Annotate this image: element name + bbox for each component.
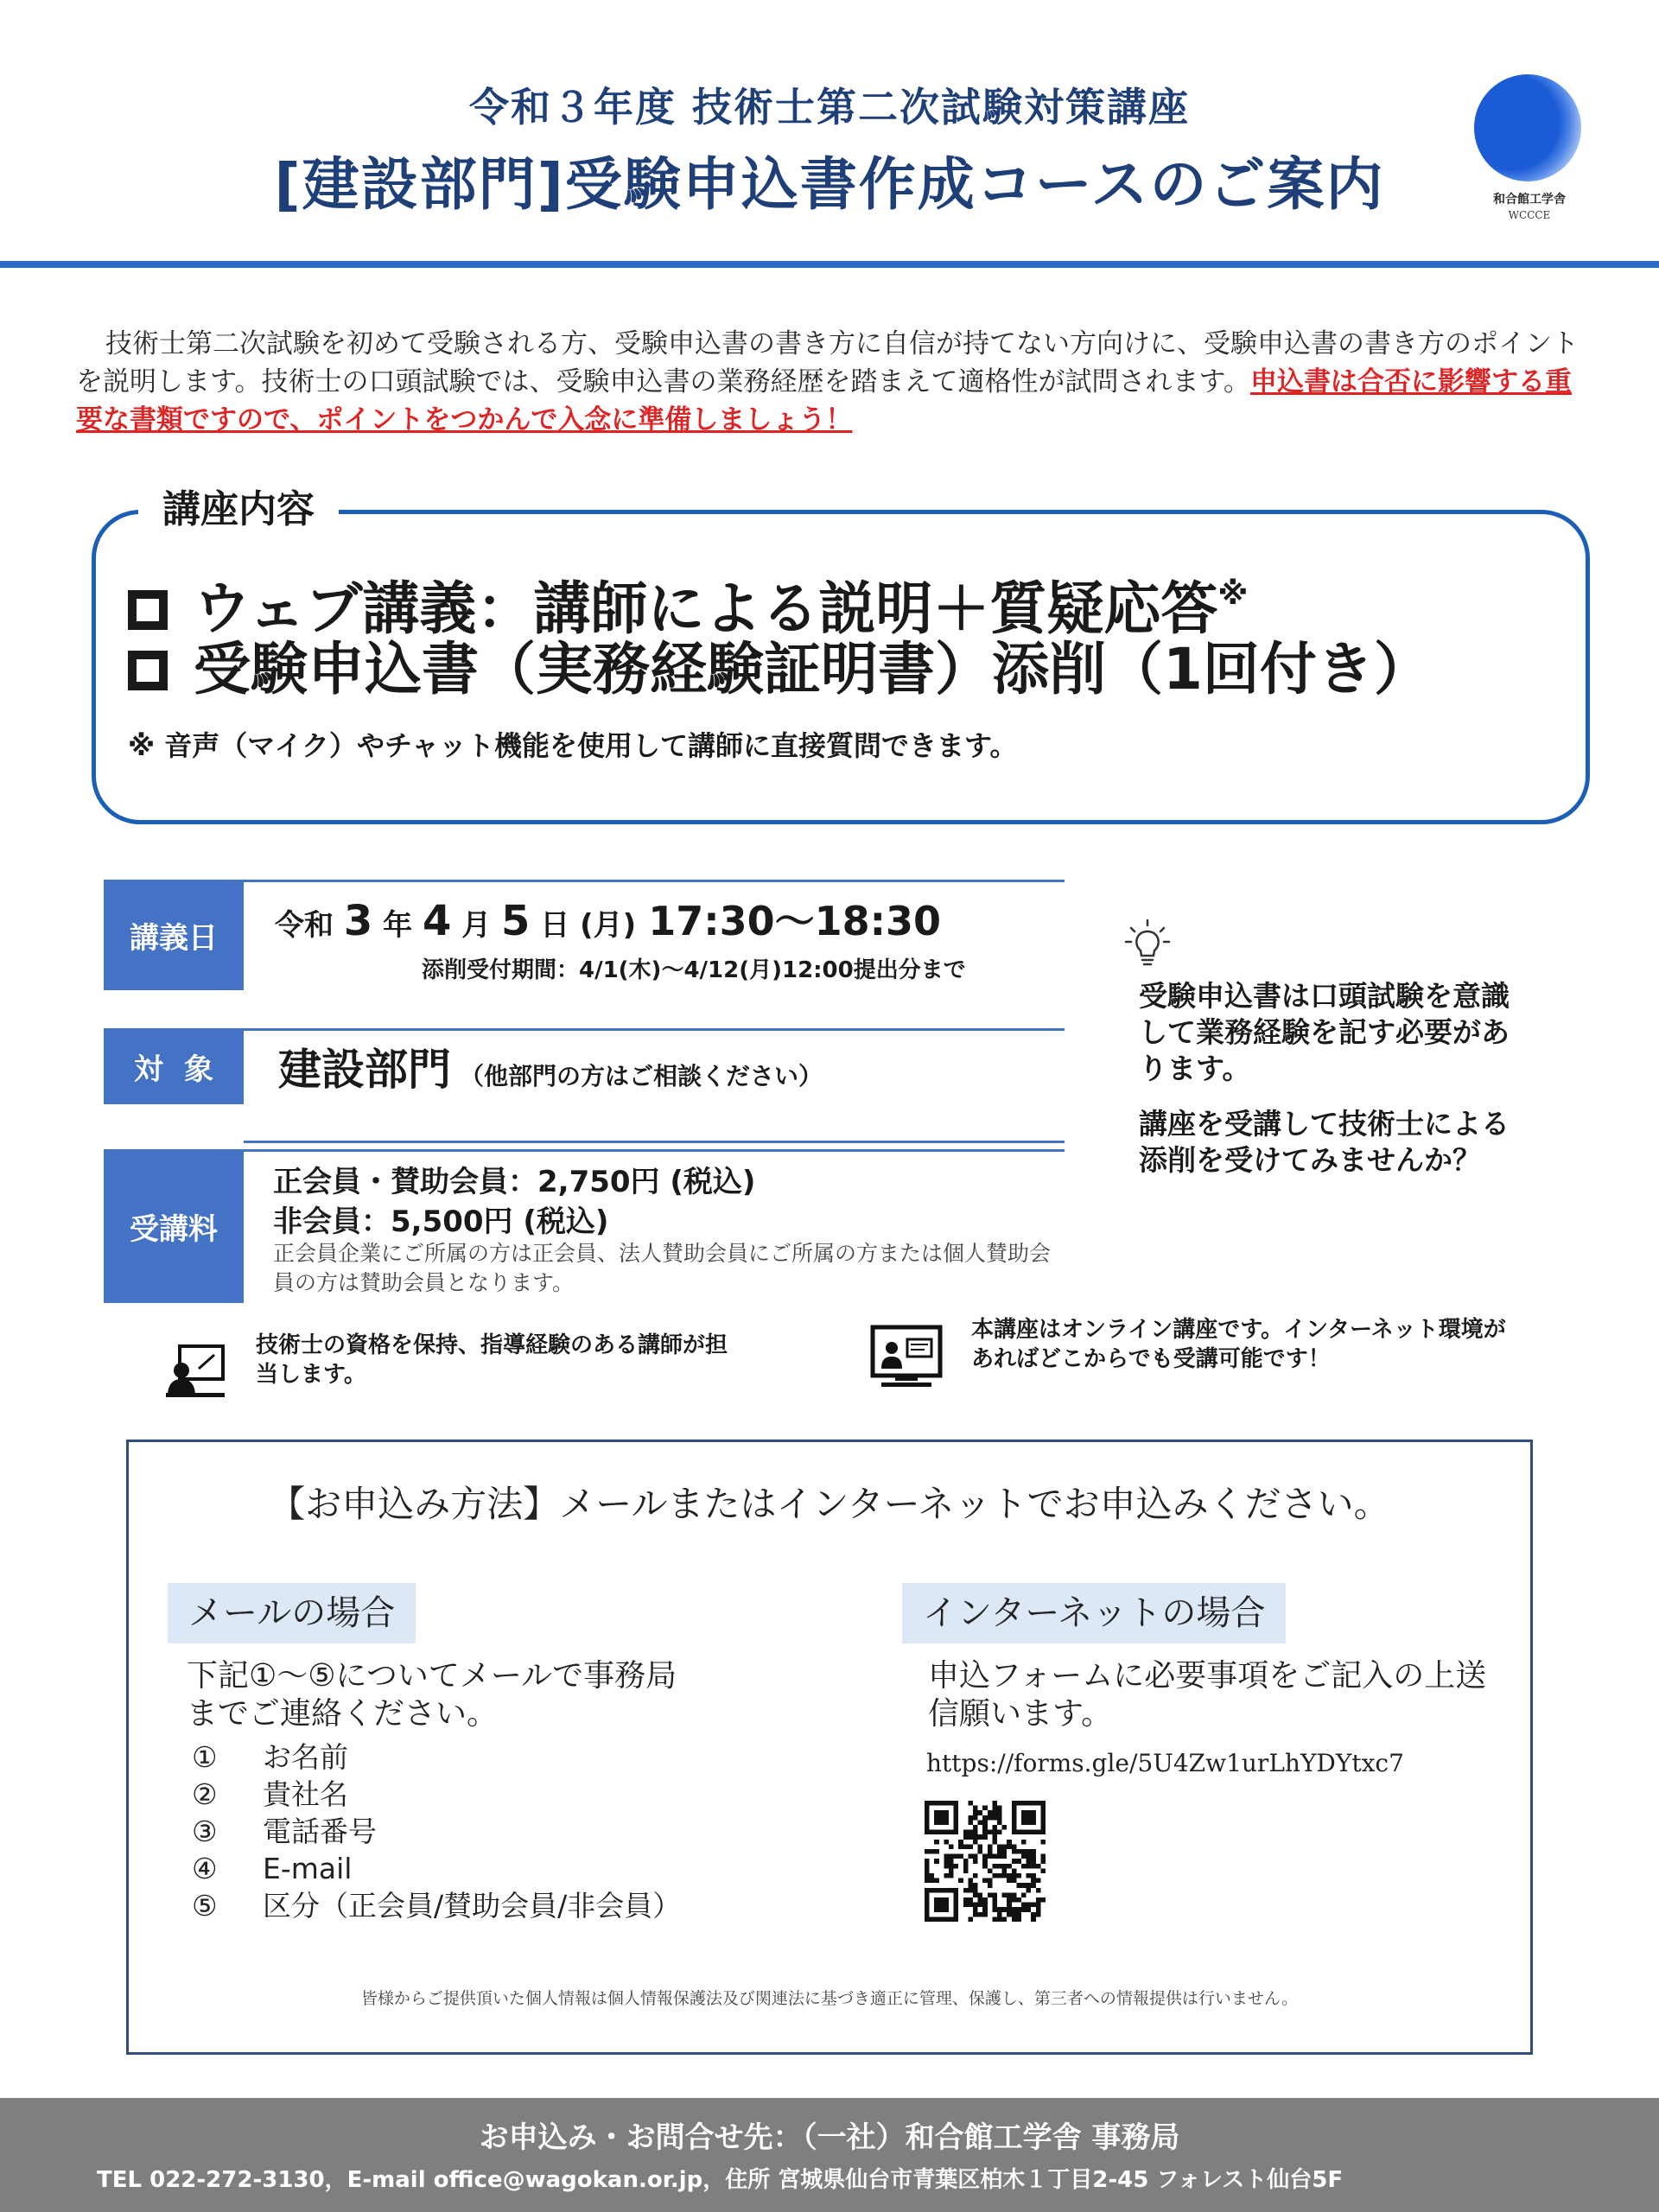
label-target: 対象 — [104, 1028, 244, 1104]
mail-instruction: 下記①〜⑤についてメールで事務局までご連絡ください。 — [187, 1658, 677, 1732]
feature-online-text: 本講座はオンライン講座です。インターネット環境があればどこからでも受講可能です！ — [971, 1317, 1506, 1372]
page-title: [建設部門]受験申込書作成コースのご案内 — [274, 151, 1385, 218]
date-day-unit: 日 — [540, 908, 570, 943]
contact-details: TEL 022-272-3130，E-mail office@wagokan.or.jp，住所 宮城県仙台市青葉区柏木１丁目2-45 フォレスト仙台5F — [97, 2167, 1344, 2193]
fee-member: 正会員・賛助会員：2,750円 (税込) — [273, 1165, 756, 1199]
org-logo — [1469, 69, 1590, 225]
label-fee: 受講料 — [104, 1149, 244, 1303]
feature-teacher-text: 技術士の資格を保持、指導経験のある講師が担当します。 — [256, 1332, 728, 1388]
row-divider — [244, 880, 1065, 882]
row-divider — [244, 1141, 1065, 1143]
row-divider — [244, 1028, 1065, 1031]
list-item: ③ 電話番号 — [192, 1815, 377, 1848]
date-year-unit: 年 — [383, 908, 413, 943]
intro-text: 技術士第二次試験を初めて受験される方、受験申込書の書き方に自信が持てない方向けに、受験申込書の書き方のポイントを説明します。技術士の口頭試験では、受験申込書の業務経歴を踏まえて適格性が試問されます。 — [76, 328, 1579, 397]
course-item-2-label: 受験申込書（実務経験証明書）添削（1回付き） — [194, 636, 1431, 702]
course-item-correction — [128, 635, 1431, 704]
course-note: ※ 音声（マイク）やチャット機能を使用して講師に直接質問できます。 — [128, 729, 1018, 762]
date-era: 令和 — [275, 908, 334, 943]
lecture-time: 17:30〜18:30 — [648, 898, 942, 944]
course-legend: 講座内容 — [138, 484, 339, 536]
date-day: 5 — [501, 897, 531, 945]
list-item: ② 貴社名 — [192, 1777, 348, 1811]
list-item: ④ E-mail — [192, 1852, 353, 1885]
title-line-1: 令和３年度 技術士第二次試験対策講座 — [468, 84, 1190, 130]
label-lecture-date: 講義日 — [104, 880, 244, 990]
side-note-1: 受験申込書は口頭試験を意識して業務経験を記す必要があります。 — [1139, 979, 1510, 1085]
target-sub: （他部門の方はご相談ください） — [460, 1062, 823, 1090]
tag-mail: メールの場合 — [168, 1583, 416, 1643]
list-item: ① お名前 — [192, 1740, 348, 1774]
date-year: 3 — [343, 897, 373, 945]
fee-non-member: 非会員：5,500円 (税込) — [273, 1205, 609, 1239]
footnote-mark: ※ — [1217, 576, 1249, 612]
logo-name: 和合館工学舎 — [1493, 193, 1566, 207]
side-note-2: 講座を受講して技術士による添削を受けてみませんか？ — [1139, 1107, 1510, 1177]
logo-circle-icon — [1474, 74, 1581, 181]
contact-heading: お申込み・お問合せ先：（一社）和合館工学舎 事務局 — [479, 2120, 1180, 2155]
course-item-1-label: ウェブ講義：講師による説明＋質疑応答 — [194, 575, 1218, 642]
logo-abbr: WCCCE — [1508, 209, 1551, 221]
teacher-icon — [164, 1341, 226, 1400]
checkbox-square-icon — [128, 590, 168, 630]
application-form-link[interactable]: https://forms.gle/5U4Zw1urLhYDYtxc7 — [926, 1749, 1404, 1777]
fee-note: 正会員企業にご所属の方は正会員、法人賛助会員にご所属の方または個人賛助会員の方は賛助会員となります。 — [273, 1241, 1052, 1295]
target-main: 建設部門 — [278, 1045, 451, 1095]
target-department — [278, 1035, 823, 1097]
application-title: 【お申込み方法】メールまたはインターネットでお申込みください。 — [269, 1483, 1390, 1525]
course-item-web-lecture — [128, 560, 1248, 644]
intro-emphasis: 申込書は合否に影響する重要な書類ですので、ポイントをつかんで入念に準備しましょう！ — [76, 366, 1573, 435]
date-month: 4 — [422, 897, 452, 945]
header-divider — [0, 261, 1659, 268]
qr-code-icon[interactable] — [925, 1801, 1046, 1922]
date-month-unit: 月 — [461, 908, 492, 943]
checkbox-square-icon — [128, 651, 168, 690]
mail-items-list — [192, 1738, 681, 1924]
correction-period: 添削受付期間：4/1(木)〜4/12(月)12:00提出分まで — [422, 957, 966, 983]
lightbulb-icon — [1123, 918, 1172, 969]
intro-paragraph — [76, 325, 1597, 439]
list-item: ⑤ 区分（正会員/賛助会員/非会員） — [192, 1889, 682, 1923]
lecture-date — [275, 890, 941, 947]
privacy-note: 皆様からご提供頂いた個人情報は個人情報保護法及び関連法に基づき適正に管理、保護し、第三者への情報提供は行いません。 — [360, 1989, 1299, 2008]
row-divider — [244, 1149, 1065, 1152]
date-weekday: (月) — [580, 908, 637, 943]
internet-instruction: 申込フォームに必要事項をご記入の上送信願います。 — [928, 1658, 1487, 1732]
online-lecture-icon — [869, 1324, 944, 1389]
tag-internet: インターネットの場合 — [902, 1583, 1286, 1643]
